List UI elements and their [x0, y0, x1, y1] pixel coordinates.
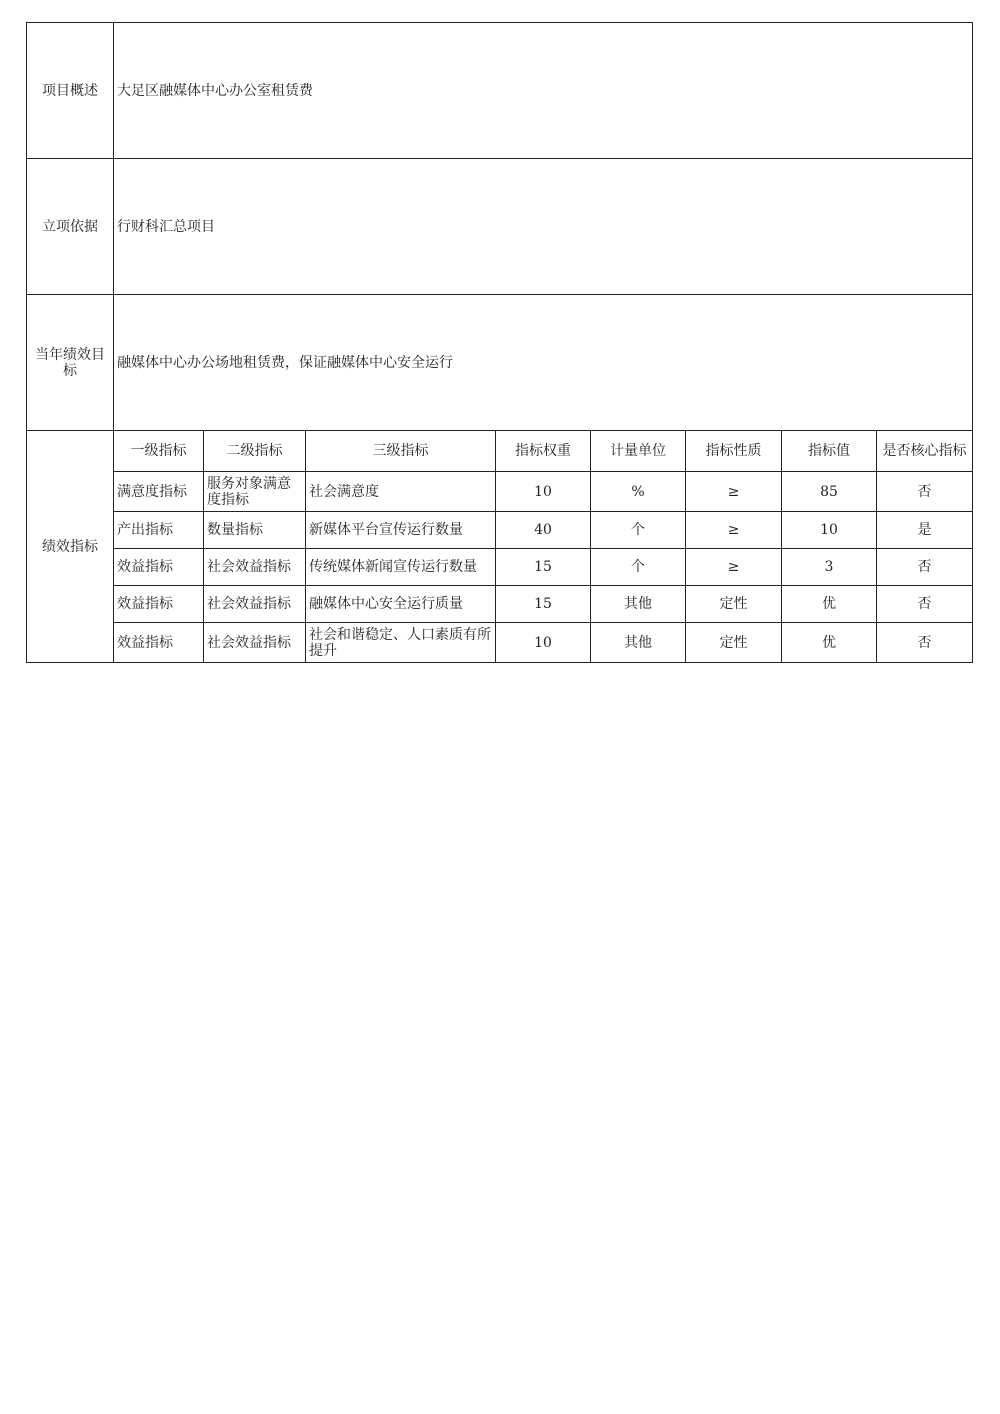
basis-value: 行财科汇总项目 — [114, 159, 973, 295]
value-cell: 10 — [782, 512, 877, 549]
weight-cell: 15 — [496, 549, 591, 586]
level2-cell: 社会效益指标 — [204, 549, 306, 586]
header-weight: 指标权重 — [496, 431, 591, 472]
level1-cell: 满意度指标 — [114, 472, 204, 512]
unit-cell: 个 — [591, 512, 686, 549]
indicator-header-row — [27, 431, 973, 472]
project-overview-value: 大足区融媒体中心办公室租赁费 — [114, 23, 973, 159]
basis-row — [27, 159, 973, 295]
table-row — [27, 623, 973, 663]
header-level2: 二级指标 — [204, 431, 306, 472]
project-overview-row — [27, 23, 973, 159]
nature-cell: 定性 — [686, 623, 782, 663]
value-cell: 85 — [782, 472, 877, 512]
level3-cell: 社会满意度 — [306, 472, 496, 512]
header-value: 指标值 — [782, 431, 877, 472]
value-cell: 优 — [782, 623, 877, 663]
table-row — [27, 586, 973, 623]
level1-cell: 效益指标 — [114, 623, 204, 663]
unit-cell: 其他 — [591, 586, 686, 623]
performance-table — [26, 22, 973, 663]
core-cell: 是 — [877, 512, 973, 549]
nature-cell: ≥ — [686, 472, 782, 512]
core-cell: 否 — [877, 623, 973, 663]
level2-cell: 社会效益指标 — [204, 623, 306, 663]
annual-goal-row — [27, 295, 973, 431]
weight-cell: 10 — [496, 623, 591, 663]
value-cell: 优 — [782, 586, 877, 623]
header-unit: 计量单位 — [591, 431, 686, 472]
header-level1: 一级指标 — [114, 431, 204, 472]
table-row — [27, 472, 973, 512]
unit-cell: 个 — [591, 549, 686, 586]
header-core: 是否核心指标 — [877, 431, 973, 472]
level2-cell: 社会效益指标 — [204, 586, 306, 623]
level2-cell: 服务对象满意度指标 — [204, 472, 306, 512]
weight-cell: 40 — [496, 512, 591, 549]
level1-cell: 效益指标 — [114, 586, 204, 623]
core-cell: 否 — [877, 586, 973, 623]
level3-cell: 融媒体中心安全运行质量 — [306, 586, 496, 623]
unit-cell: 其他 — [591, 623, 686, 663]
project-overview-label: 项目概述 — [27, 23, 114, 159]
core-cell: 否 — [877, 549, 973, 586]
value-cell: 3 — [782, 549, 877, 586]
annual-goal-label: 当年绩效目标 — [27, 295, 114, 431]
performance-label: 绩效指标 — [27, 431, 114, 663]
level1-cell: 效益指标 — [114, 549, 204, 586]
table-row — [27, 512, 973, 549]
header-nature: 指标性质 — [686, 431, 782, 472]
level3-cell: 传统媒体新闻宣传运行数量 — [306, 549, 496, 586]
header-level3: 三级指标 — [306, 431, 496, 472]
level1-cell: 产出指标 — [114, 512, 204, 549]
core-cell: 否 — [877, 472, 973, 512]
weight-cell: 10 — [496, 472, 591, 512]
nature-cell: 定性 — [686, 586, 782, 623]
performance-form — [26, 22, 972, 663]
unit-cell: % — [591, 472, 686, 512]
level3-cell: 新媒体平台宣传运行数量 — [306, 512, 496, 549]
level3-cell: 社会和谐稳定、人口素质有所提升 — [306, 623, 496, 663]
annual-goal-value: 融媒体中心办公场地租赁费，保证融媒体中心安全运行 — [114, 295, 973, 431]
level2-cell: 数量指标 — [204, 512, 306, 549]
basis-label: 立项依据 — [27, 159, 114, 295]
weight-cell: 15 — [496, 586, 591, 623]
nature-cell: ≥ — [686, 512, 782, 549]
nature-cell: ≥ — [686, 549, 782, 586]
table-row — [27, 549, 973, 586]
